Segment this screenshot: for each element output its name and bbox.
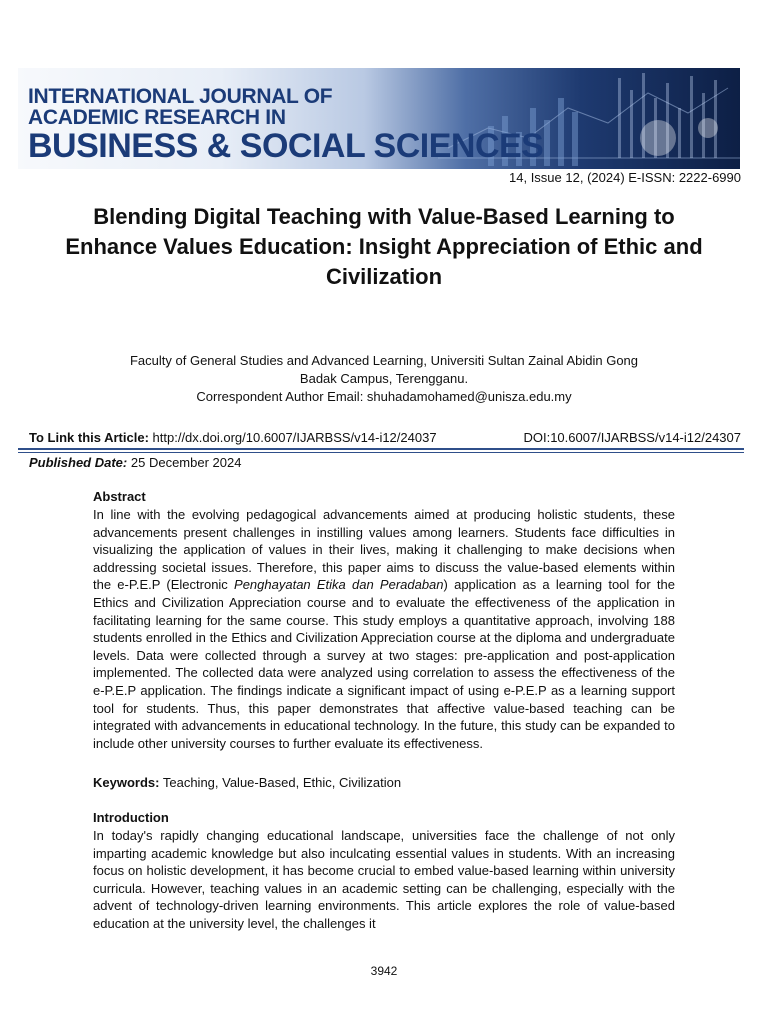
abstract-heading: Abstract	[93, 489, 146, 504]
article-doi[interactable]: DOI:10.6007/IJARBSS/v14-i12/24307	[523, 430, 741, 445]
article-title: Blending Digital Teaching with Value-Based Learning to Enhance Values Education: Insight Appreciation of Ethic and Civilization	[65, 204, 703, 289]
article-link[interactable]	[29, 430, 437, 446]
published-date	[29, 455, 241, 471]
published-date-value: 25 December 2024	[130, 455, 242, 470]
affiliation-line-1: Faculty of General Studies and Advanced Learning, Universiti Sultan Zainal Abidin Gong	[129, 353, 639, 368]
keywords	[93, 774, 401, 791]
journal-banner	[18, 68, 740, 169]
keywords-label: Keywords:	[93, 775, 160, 790]
article-url[interactable]: http://dx.doi.org/10.6007/IJARBSS/v14-i12/24037	[152, 430, 437, 445]
introduction-heading: Introduction	[93, 810, 169, 825]
divider-thin	[18, 452, 744, 453]
banner-title-line-1: INTERNATIONAL JOURNAL OF	[28, 85, 333, 108]
page-number: 3942	[370, 964, 398, 978]
affiliation-block	[60, 352, 708, 406]
abstract-text-part-2: ) application as a learning tool for the Ethics and Civilization Appreciation course and to evaluate the effectiveness of the application in facilitating learning for the same course. This study employs a quantitative approach, involving 188 students enrolled in the Ethics and Civilization Appreciation course at the diploma and undergraduate levels. Data were collected through a survey at two stages: pre-application and post-application implemented. The collected data were analyzed using correlation to assess the effectiveness of the e-P.E.P application. The findings indicate a significant impact of using e-P.E.P as a learning support tool for students. Thus, this paper demonstrates that affective value-based teaching can be integrated with advancements in educational technology. In the future, this study can be expanded to include other university courses to further evaluate its effectiveness.	[93, 577, 675, 751]
banner-title-line-2: ACADEMIC RESEARCH IN	[28, 106, 286, 129]
introduction-text: In today's rapidly changing educational landscape, universities face the challenge of not only imparting academic knowledge but also inculcating essential values in students. With an increasing focus on holistic development, it has become crucial to embed value-based learning within university curricula. However, teaching values in an academic setting can be challenging, especially with the advent of technology-driven learning environments. This article explores the role of value-based education at the university level, the challenges it	[93, 828, 675, 931]
affiliation-line-2: Badak Campus, Terengganu.	[299, 371, 469, 386]
abstract-italic-term: Penghayatan Etika dan Peradaban	[234, 577, 444, 593]
abstract-text	[93, 506, 675, 752]
issue-info: 14, Issue 12, (2024) E-ISSN: 2222-6990	[509, 170, 741, 185]
divider-thick	[18, 448, 744, 450]
article-link-row	[29, 430, 741, 446]
abstract-text-part-1: In line with the evolving pedagogical advancements aimed at producing holistic students, these advancements present challenges in instilling values among learners. Students face difficulties in visualizing the application of values in their lives, making it challenging to make decisions when addressing societal issues. Therefore, this paper aims to discuss the value-based elements within the e-P.E.P (Electronic	[93, 507, 675, 593]
banner-title-line-3: BUSINESS & SOCIAL SCIENCES	[28, 127, 544, 165]
keywords-value: Teaching, Value-Based, Ethic, Civilization	[162, 775, 402, 790]
published-date-label: Published Date:	[29, 455, 128, 470]
author-email: Correspondent Author Email: shuhadamohamed@unisza.edu.my	[196, 389, 572, 404]
article-link-label: To Link this Article:	[29, 430, 149, 445]
